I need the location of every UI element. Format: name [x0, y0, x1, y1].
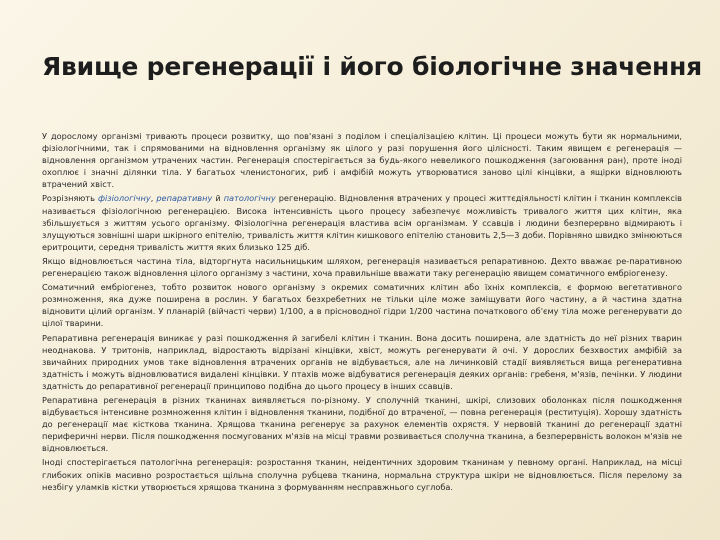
term-reparative: репаративну	[156, 193, 213, 204]
paragraph-3: Якщо відновлюється частина тіла, відторгнута насильницьким шляхом, регенерація називається репаративною. Дехто вважає ре-паративною регенерацією також відновлення цілого організму з частини, хоча правильніше вважати таку регенерацію явищем соматичного ембріогенезу.	[42, 255, 682, 279]
paragraph-2-intro: Розрізняють	[42, 193, 98, 204]
paragraph-6: Репаративна регенерація в різних тканинах виявляється по-різному. У сполучній тканині, шкірі, слизових оболонках після пошкодження відбувається інтенсивне розмноження клітин і відновлення тканини, подібної до втраченої, — повна регенерація (реституція). Хорошу здатність до регенерації має кісткова тканина. Хрящова тканина регенерує за рахунок елементів охрястя. У нервовій тканині до регенерації здатні периферичні нерви. Після пошкодження посмугованих м'язів на місці травми розвивається сполучна тканина, а безперервність волокон м'язів не відновлюється.	[42, 394, 682, 454]
paragraph-5: Репаративна регенерація виникає у разі пошкодження й загибелі клітин і тканин. Вона досить поширена, але здатність до неї різних тварин неоднакова. У тритонів, наприклад, відростають відрізані кінцівки, хвіст, можуть регенерувати й очі. У дорослих безхвостих амфібій за звичайних природних умов таке відновлення втрачених органів не відбувається, але на личинковій стадії виявляється вища регенеративна здатність і можуть відновлюватися видалені кінцівки. У птахів може відбуватися регенерація деяких органів: гребеня, м'язів, печінки. У людини здатність до репаративної регенерації принципово подібна до цього процесу в інших ссавців.	[42, 332, 682, 391]
paragraph-2-sep1: ,	[150, 193, 157, 204]
paragraph-1: У дорослому організмі тривають процеси розвитку, що пов'язані з поділом і спеціалізацією клітин. Ці процеси можуть бути як нормальними, фізіологічними, так і спрямованими на відновлення організму як цілого у разі порушення його цілісності. Таким явищем є регенерація — відновлення організмом утрачених частин. Регенерація спостерігається за будь-якого невеликого пошкодження (загоювання ран), проте іноді охоплює і значні ділянки тіла. У багатьох членистоногих, риб і амфібій можуть утворюватися заново цілі кінцівки, а ящірки відновлюють втрачений хвіст.	[42, 131, 682, 190]
slide-body	[42, 130, 682, 495]
term-pathological: патологічну	[223, 193, 276, 204]
term-physiological: фізіологічну	[97, 193, 151, 204]
paragraph-4: Соматичний ембріогенез, тобто розвиток нового організму з окремих соматичних клітин або їхніх комплексів, є формою вегетативного розмноження, яка дуже поширена в рослин. У багатьох безхребетних не тільки ціле може заміщувати його частину, а й частина здатна відновити цілий організм. У планарій (війчасті черви) 1/100, а в прісноводної гідри 1/200 частина початкового об'єму тіла може регенерувати до цілої тварини.	[42, 282, 682, 329]
paragraph-2	[42, 192, 682, 252]
slide-title: Явище регенерації і його біологічне значення	[42, 52, 703, 81]
paragraph-2-rest: регенерацію. Відновлення втрачених у процесі життєдіяльності клітин і тканин комплексів називається фізіологічною регенерацією. Висока інтенсивність цього процесу забезпечує можливість тривалого життя цих клітин, яка збільшується з життям усього організму. Фізіологічна регенерація властива всім організмам. У ссавців і людини безперервно відмирають і злущуються зовнішні шари шкірного епітелію, тривалість життя клітин кишкового епітелію становить 2,5—3 доби. Порівняно швидко змінюються еритроцити, середня тривалість життя яких близько 125 діб.	[42, 193, 682, 252]
paragraph-7: Іноді спостерігається патологічна регенерація: розростання тканин, неідентичних здоровим тканинам у певному органі. Наприклад, на місці глибоких опіків масивно розростається щільна сполучна рубцева тканина, нормальна структура шкіри не відновлюється. Після перелому за незбігу уламків кістки утворюється хрящова тканина з формуванням несправжнього суглоба.	[42, 457, 682, 492]
paragraph-2-sep2: й	[212, 193, 224, 204]
